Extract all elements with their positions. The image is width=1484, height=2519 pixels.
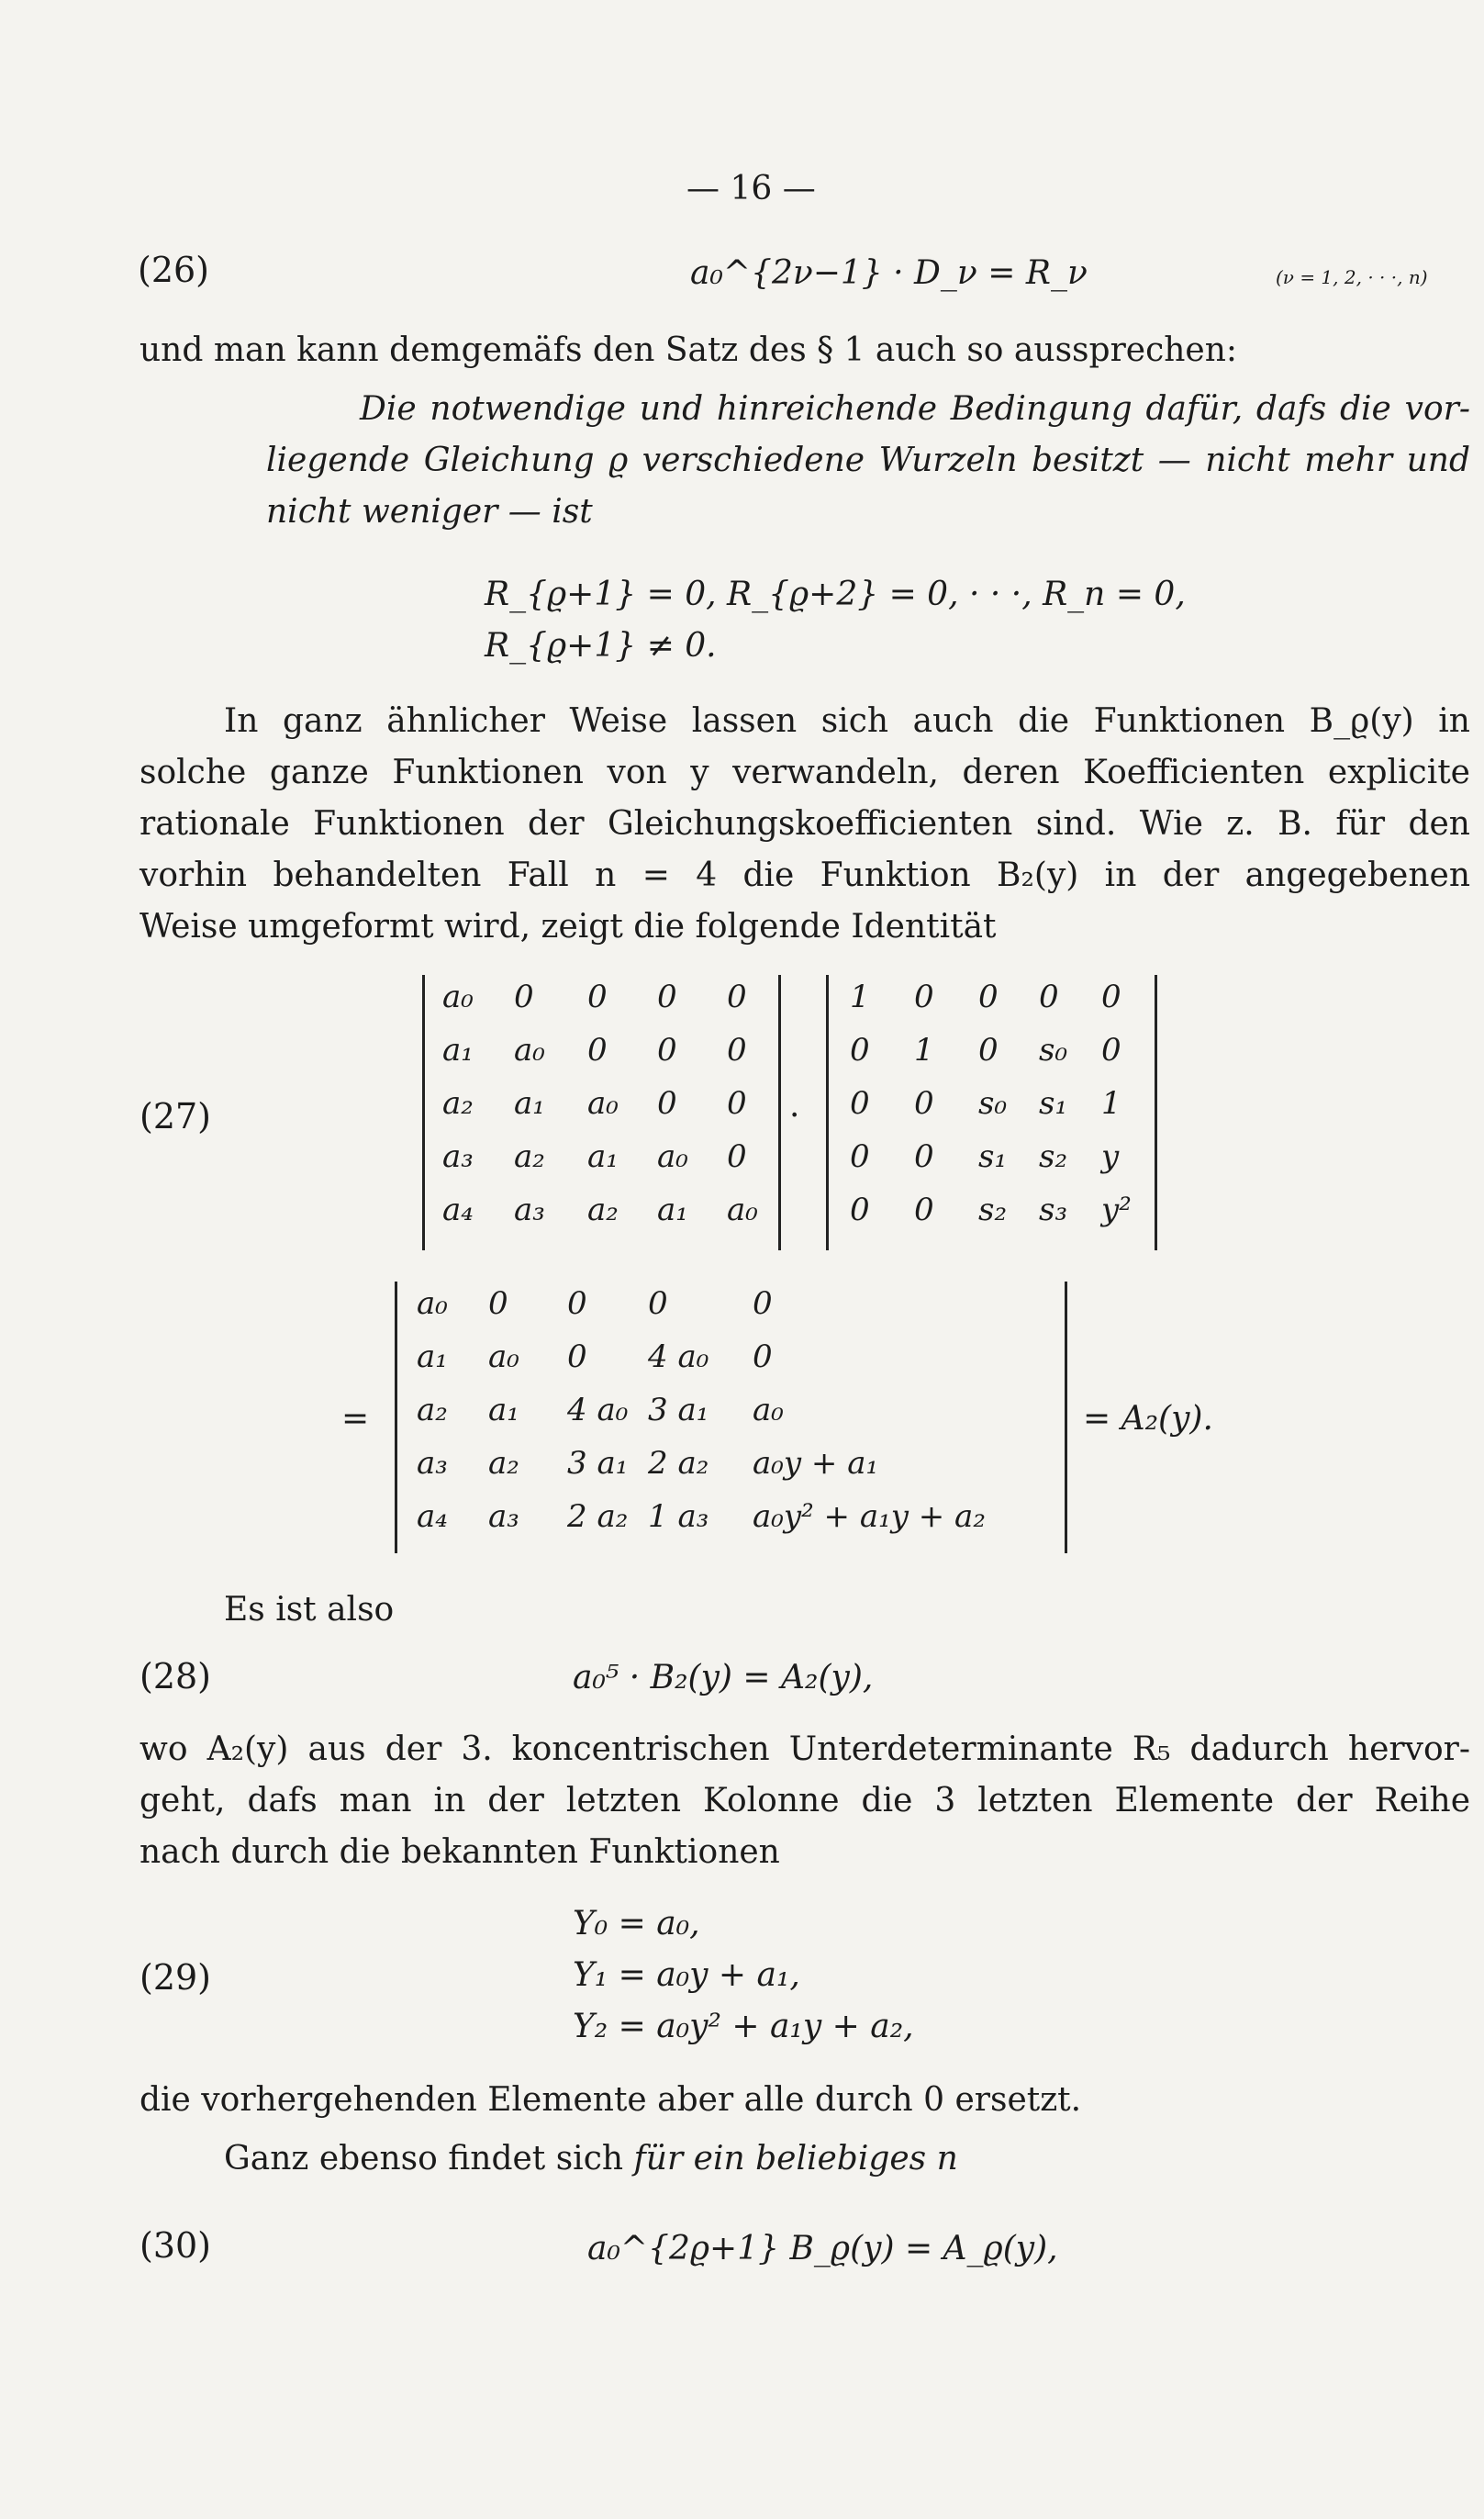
right-matrix-cell: 0 (978, 1032, 999, 1069)
right-matrix-cell: 0 (850, 1032, 870, 1069)
paragraph-3-line-3: nach durch die bekannten Funktionen (139, 1833, 780, 1871)
right-matrix-cell: 1 (914, 1032, 934, 1069)
equation-number-30: (30) (139, 2225, 212, 2266)
left-matrix-cell: a₁ (587, 1138, 619, 1175)
result-matrix-cell: a₃ (488, 1498, 519, 1535)
left-matrix-cell: 0 (587, 979, 608, 1015)
paragraph-3-line-2: geht, dafs man in der letzten Kolonne die 3 letzten Elemente der Reihe (139, 1782, 1470, 1819)
result-matrix-cell: a₀y + a₁ (753, 1445, 879, 1482)
left-matrix-cell: a₀ (514, 1032, 545, 1069)
result-matrix-bar-left (395, 1282, 397, 1553)
left-matrix-cell: a₂ (587, 1192, 619, 1228)
left-matrix-cell: 0 (514, 979, 534, 1015)
result-matrix-cell: 0 (648, 1285, 668, 1322)
left-matrix-cell: a₄ (442, 1192, 474, 1228)
right-matrix-cell: 0 (914, 1192, 934, 1228)
page-number: — 16 — (686, 170, 816, 207)
multiplication-dot: · (789, 1097, 800, 1135)
left-matrix-cell: a₀ (727, 1192, 758, 1228)
theorem-line-3: nicht weniger — ist (266, 493, 593, 531)
paragraph-intro: und man kann demgemäfs den Satz des § 1 auch so aussprechen: (139, 331, 1238, 369)
right-matrix-cell: y² (1101, 1192, 1132, 1228)
equation-number-28: (28) (139, 1656, 212, 1696)
right-matrix-cell: 0 (1101, 1032, 1121, 1069)
condition-line-1: R_{ϱ+1} = 0, R_{ϱ+2} = 0, · · ·, R_n = 0, (485, 576, 1186, 613)
result-matrix-cell: 3 a₁ (648, 1392, 709, 1428)
paragraph-5-text: Ganz ebenso findet sich (224, 2140, 634, 2178)
paragraph-5 (224, 2135, 958, 2183)
left-matrix-cell: 0 (727, 1085, 747, 1122)
right-matrix-bar-right (1155, 975, 1157, 1250)
left-matrix-cell: 0 (727, 1032, 747, 1069)
right-matrix-cell: 0 (850, 1138, 870, 1175)
right-matrix-cell: 0 (1101, 979, 1121, 1015)
equals-sign: = (341, 1400, 370, 1438)
paragraph-2-line-4: vorhin behandelten Fall n = 4 die Funktion B₂(y) in der angegebenen (139, 856, 1470, 894)
right-matrix-cell: 1 (850, 979, 870, 1015)
equation-29-y2: Y₂ = a₀y² + a₁y + a₂, (573, 2008, 914, 2045)
es-ist-also: Es ist also (224, 1591, 395, 1629)
equation-28: a₀⁵ · B₂(y) = A₂(y), (573, 1659, 874, 1696)
paragraph-3-line-1: wo A₂(y) aus der 3. koncentrischen Unterdeterminante R₅ dadurch hervor- (139, 1730, 1470, 1768)
paragraph-5-italic: für ein beliebiges n (633, 2140, 958, 2178)
equation-number-29: (29) (139, 1957, 212, 1998)
result-matrix-bar-right (1065, 1282, 1067, 1553)
result-matrix-cell: 3 a₁ (567, 1445, 629, 1482)
left-matrix-cell: a₂ (514, 1138, 545, 1175)
result-matrix-cell: 0 (488, 1285, 508, 1322)
result-matrix-cell: a₄ (417, 1498, 448, 1535)
result-matrix-cell: 0 (753, 1285, 773, 1322)
left-matrix-cell: 0 (657, 1085, 677, 1122)
right-matrix-cell: 0 (1039, 979, 1059, 1015)
result-matrix-cell: 2 a₂ (648, 1445, 709, 1482)
paragraph-2-line-5: Weise umgeformt wird, zeigt die folgende Identität (139, 908, 997, 946)
paragraph-2-line-3: rationale Funktionen der Gleichungskoefficienten sind. Wie z. B. für den (139, 805, 1470, 843)
right-matrix-cell: s₃ (1039, 1192, 1068, 1228)
left-matrix-cell: 0 (587, 1032, 608, 1069)
left-matrix-cell: a₁ (657, 1192, 688, 1228)
right-matrix-cell: 0 (914, 979, 934, 1015)
left-matrix-bar-left (422, 975, 425, 1250)
paragraph-2-line-2: solche ganze Funktionen von y verwandeln, deren Koefficienten explicite (139, 754, 1470, 791)
right-matrix-cell: 0 (978, 979, 999, 1015)
result-matrix-cell: 4 a₀ (648, 1338, 709, 1375)
result-matrix-cell: 1 a₃ (648, 1498, 709, 1535)
left-matrix-cell: 0 (727, 979, 747, 1015)
result-matrix-cell: 4 a₀ (567, 1392, 629, 1428)
left-matrix-bar-right (778, 975, 781, 1250)
equation-26: a₀^{2ν−1} · D_ν = R_ν (690, 254, 1088, 292)
result-matrix-cell: a₁ (417, 1338, 448, 1375)
equation-30: a₀^{2ϱ+1} B_ϱ(y) = A_ϱ(y), (587, 2230, 1058, 2267)
left-matrix-cell: a₁ (442, 1032, 474, 1069)
result-matrix-cell: a₁ (488, 1392, 519, 1428)
result-a2: = A₂(y). (1083, 1400, 1213, 1438)
right-matrix-cell: 0 (850, 1085, 870, 1122)
result-matrix-cell: a₂ (417, 1392, 448, 1428)
condition-line-2: R_{ϱ+1} ≠ 0. (485, 627, 717, 665)
result-matrix-cell: 0 (753, 1338, 773, 1375)
result-matrix-cell: a₂ (488, 1445, 519, 1482)
paragraph-4: die vorhergehenden Elemente aber alle durch 0 ersetzt. (139, 2081, 1082, 2119)
right-matrix-cell: 0 (850, 1192, 870, 1228)
left-matrix-cell: a₀ (587, 1085, 619, 1122)
right-matrix-cell: s₁ (1039, 1085, 1068, 1122)
result-matrix-cell: a₀ (417, 1285, 448, 1322)
result-matrix-cell: 2 a₂ (567, 1498, 629, 1535)
right-matrix-cell: s₁ (978, 1138, 1008, 1175)
right-matrix-cell: y (1101, 1138, 1120, 1175)
right-matrix-cell: s₀ (1039, 1032, 1068, 1069)
left-matrix-cell: 0 (727, 1138, 747, 1175)
left-matrix-cell: a₃ (442, 1138, 474, 1175)
equation-29-y1: Y₁ = a₀y + a₁, (573, 1956, 800, 1994)
left-matrix-cell: 0 (657, 979, 677, 1015)
left-matrix-cell: a₀ (442, 979, 474, 1015)
right-matrix-cell: s₂ (1039, 1138, 1068, 1175)
result-matrix-cell: a₀ (753, 1392, 784, 1428)
result-matrix-cell: a₃ (417, 1445, 448, 1482)
result-matrix-cell: 0 (567, 1285, 587, 1322)
theorem-line-2: liegende Gleichung ϱ verschiedene Wurzeln besitzt — nicht mehr und (266, 442, 1470, 479)
left-matrix-cell: a₃ (514, 1192, 545, 1228)
right-matrix-cell: s₀ (978, 1085, 1008, 1122)
right-matrix-bar-left (826, 975, 829, 1250)
equation-number-27: (27) (139, 1096, 212, 1136)
result-matrix-cell: a₀y² + a₁y + a₂ (753, 1498, 986, 1535)
equation-number-26: (26) (138, 250, 210, 290)
right-matrix-cell: s₂ (978, 1192, 1008, 1228)
right-matrix-cell: 1 (1101, 1085, 1121, 1122)
right-matrix-cell: 0 (914, 1085, 934, 1122)
equation-29-y0: Y₀ = a₀, (573, 1905, 700, 1942)
right-matrix-cell: 0 (914, 1138, 934, 1175)
left-matrix-cell: a₀ (657, 1138, 688, 1175)
result-matrix-cell: a₀ (488, 1338, 519, 1375)
paragraph-2-line-1: In ganz ähnlicher Weise lassen sich auch die Funktionen B_ϱ(y) in (224, 702, 1470, 740)
left-matrix-cell: a₂ (442, 1085, 474, 1122)
left-matrix-cell: a₁ (514, 1085, 545, 1122)
result-matrix-cell: 0 (567, 1338, 587, 1375)
left-matrix-cell: 0 (657, 1032, 677, 1069)
equation-26-range: (ν = 1, 2, · · ·, n) (1276, 266, 1428, 288)
theorem-line-1: Die notwendige und hinreichende Bedingung dafür, dafs die vor- (360, 390, 1470, 428)
